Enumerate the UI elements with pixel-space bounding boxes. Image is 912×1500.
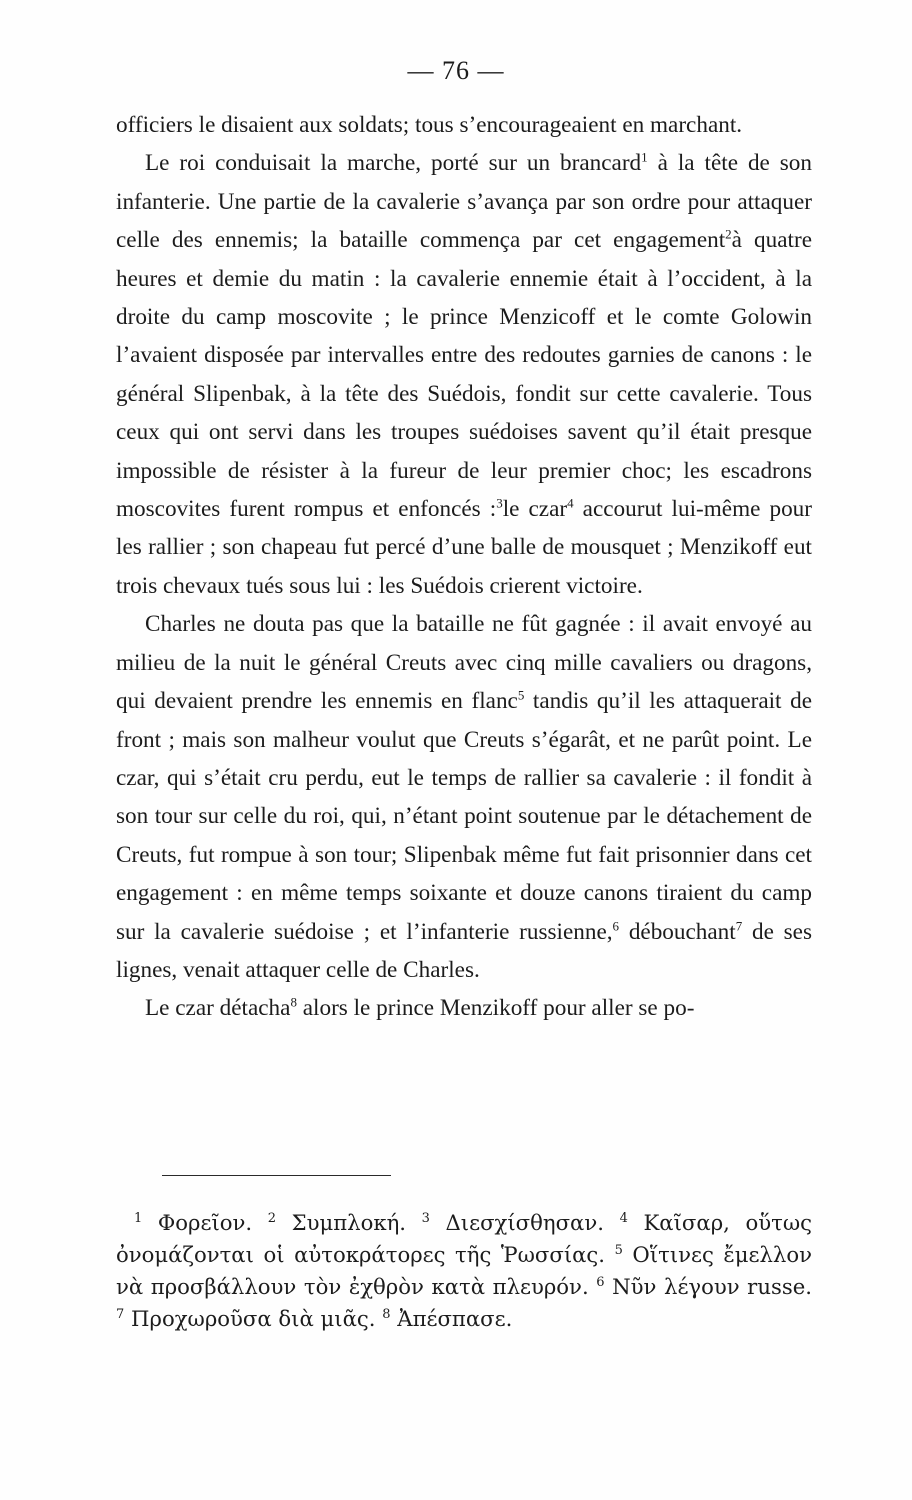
footnote-number: 7 [116,1306,125,1322]
footnote-marker: 5 [517,687,525,703]
text-run: le czar [502,496,568,523]
footnote-number: 1 [134,1210,143,1226]
text-run: alors le prince Menzikoff pour aller se po- [296,995,695,1022]
text-run: Le roi conduisait la marche, porté sur un brancard [145,150,642,177]
paragraph [116,144,812,605]
footnotes [116,1207,812,1335]
footnote-number: 3 [421,1210,430,1226]
footnote-number: 4 [619,1210,628,1226]
footnote-text: Προχωροῦσα διὰ μιᾶς. [124,1306,383,1331]
footnote-text: Οἵτινες ἔμελλον νὰ προσβάλλουν τὸν ἐχθρὸν κατὰ πλευρόν. [116,1242,812,1299]
footnote-marker: 8 [290,994,297,1010]
footnote-text: Ἀπέσπασε. [390,1306,513,1331]
text-run: Charles ne douta pas que la bataille ne fût gagnée : il avait envoyé au milieu de la nuit le général Creuts avec cinq mille cavaliers ou dragons, qui devaient prendre les ennemis en flanc [116,611,812,715]
text-run: tandis qu’il les attaquerait de front ; mais son malheur voulut que Creuts s’égarât, et ne parût point. Le czar, qui s’était cru perdu, eut le temps de rallier sa cavalerie : il fondit à son tour sur celle du roi, qui, n’étant point soutenue par le détachement de Creuts, fut rompue à son tour; Slipenbak même fut fait prisonnier dans cet engagement : en même temps soixante et douze canons tiraient du camp sur la cavalerie suédoise ; et l’infanterie russienne, [116,688,812,945]
footnote-marker: 1 [641,149,648,165]
main-text [116,106,812,1028]
text-run: accourut lui-même pour les rallier ; son chapeau fut percé d’une balle de mousquet ; Menzikoff eut trois chevaux tués sous lui : les Suédois crierent victoire. [116,496,812,599]
paragraph [116,605,812,989]
footnote-text: Συμπλοκή. [276,1210,422,1235]
footnote-number: 8 [382,1306,391,1322]
footnote-text: Διεσχίσθησαν. [429,1210,620,1235]
footnote-marker: 2 [725,226,732,242]
text-run: à la tête de son infanterie. Une partie de la cavalerie s’avança par son ordre pour attaquer celle des ennemis; la bataille commença par cet engagement [116,150,812,254]
footnote-divider [162,1175,391,1176]
footnote-number: 6 [596,1274,605,1290]
paragraph [116,106,812,144]
footnote-number: 2 [267,1210,276,1226]
text-run: officiers le disaient aux soldats; tous s’encourageaient en marchant. [116,112,743,138]
text-run: de ses lignes, venait attaquer celle de Charles. [116,918,812,983]
paragraph [116,989,812,1027]
footnote-marker: 3 [496,495,503,511]
footnote-text: Φορεῖον. [142,1210,268,1235]
text-run: Le czar détacha [145,995,291,1022]
footnote-marker: 6 [612,917,620,933]
footnote-number: 5 [614,1242,623,1258]
text-run: débouchant [619,918,736,945]
footnote-text: Καῖσαρ, οὕτως ὀνομάζονται οἱ αὐτοκράτορες τῆς Ῥωσσίας. [116,1210,812,1267]
footnote-text: Νῦν λέγουν russe. [604,1274,812,1299]
page-number: — 76 — [407,56,505,85]
footnote-marker: 4 [567,495,574,511]
footnote-marker: 7 [735,917,743,933]
text-run: à quatre heures et demie du matin : la cavalerie ennemie était à l’occident, à la droite du camp moscovite ; le prince Menzicoff et le comte Golowin l’avaient disposée par intervalles entre des redoutes garnies de canons : le général Slipenbak, à la tête des Suédois, fondit sur cette cavalerie. Tous ceux qui ont servi dans les troupes suédoises savent qu’il était presque impossible de résister à la fureur de leur premier choc; les escadrons moscovites furent rompus et enfoncés : [116,227,812,523]
footnote-paragraph [116,1207,812,1335]
